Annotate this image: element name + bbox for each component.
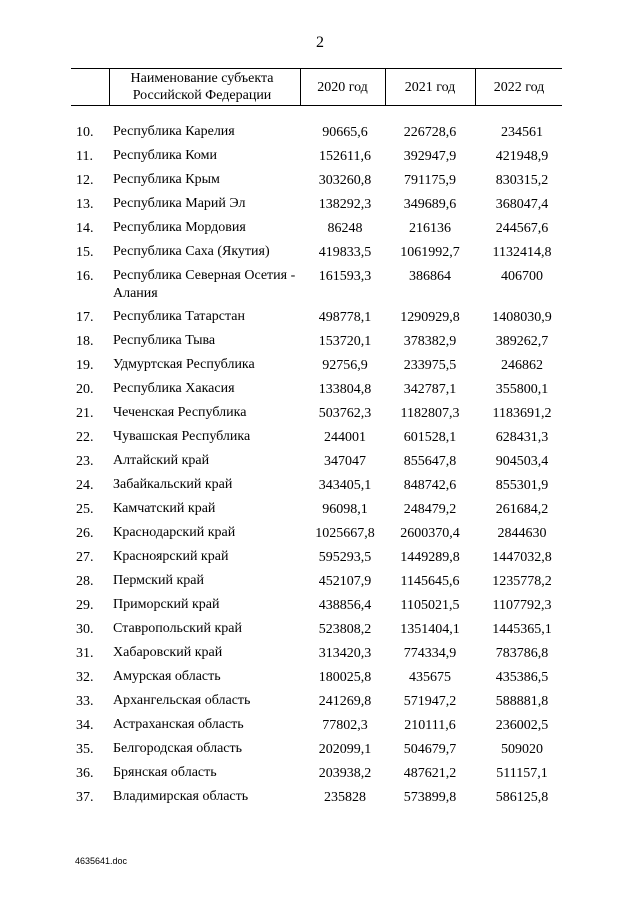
region-name: Удмуртская Республика [113, 357, 255, 372]
table-row [0, 546, 640, 570]
page-number: 2 [316, 34, 324, 51]
value-2021: 216136 [409, 221, 451, 236]
header-name-column: Наименование субъекта Российской Федерации [130, 71, 274, 103]
value-2021: 226728,6 [403, 125, 457, 140]
table-row [0, 786, 640, 810]
value-2022: 855301,9 [495, 478, 549, 493]
value-2020: 86248 [327, 221, 363, 236]
table-row [0, 594, 640, 618]
value-2020: 503762,3 [318, 406, 372, 421]
region-name: Красноярский край [113, 549, 229, 564]
value-2021: 386864 [409, 269, 451, 284]
header-divider [109, 69, 110, 105]
value-2022: 783786,8 [495, 646, 549, 661]
row-number: 34. [76, 718, 94, 733]
value-2021: 1449289,8 [400, 550, 460, 565]
value-2022: 1235778,2 [492, 574, 552, 589]
region-name: Ставропольский край [113, 621, 242, 636]
row-number: 11. [76, 149, 93, 164]
row-number: 26. [76, 526, 94, 541]
value-2022: 1447032,8 [492, 550, 552, 565]
table-row [0, 169, 640, 193]
value-2022: 1445365,1 [492, 622, 552, 637]
value-2022: 628431,3 [495, 430, 549, 445]
value-2021: 1351404,1 [400, 622, 460, 637]
value-2022: 406700 [501, 269, 543, 284]
value-2021: 487621,2 [403, 766, 457, 781]
region-name: Республика Крым [113, 172, 220, 187]
table-row [0, 642, 640, 666]
region-name: Республика Коми [113, 148, 217, 163]
value-2020: 77802,3 [322, 718, 368, 733]
value-2020: 153720,1 [318, 334, 372, 349]
table-row [0, 762, 640, 786]
value-2021: 378382,9 [403, 334, 457, 349]
table-row [0, 402, 640, 426]
region-name: Республика Северная Осетия - Алания [113, 268, 296, 301]
value-2020: 343405,1 [318, 478, 372, 493]
value-2020: 133804,8 [318, 382, 372, 397]
region-name: Астраханская область [113, 717, 244, 732]
row-number: 13. [76, 197, 94, 212]
value-2022: 2844630 [497, 526, 547, 541]
value-2020: 203938,2 [318, 766, 372, 781]
region-name: Чеченская Республика [113, 405, 247, 420]
value-2020: 1025667,8 [315, 526, 375, 541]
table-row [0, 474, 640, 498]
value-2022: 904503,4 [495, 454, 549, 469]
row-number: 23. [76, 454, 94, 469]
value-2021: 342787,1 [403, 382, 457, 397]
value-2022: 244567,6 [495, 221, 549, 236]
value-2021: 1061992,7 [400, 245, 460, 260]
value-2020: 161593,3 [318, 269, 372, 284]
region-name: Краснодарский край [113, 525, 236, 540]
document-filename: 4635641.doc [75, 856, 128, 866]
value-2022: 1408030,9 [492, 310, 552, 325]
value-2020: 96098,1 [322, 502, 368, 517]
row-number: 37. [76, 790, 94, 805]
value-2021: 435675 [409, 670, 451, 685]
table-row [0, 306, 640, 330]
value-2020: 419833,5 [318, 245, 372, 260]
region-name: Республика Тыва [113, 333, 216, 348]
value-2022: 368047,4 [495, 197, 549, 212]
table-row [0, 378, 640, 402]
row-number: 22. [76, 430, 94, 445]
table-row [0, 354, 640, 378]
region-name: Архангельская область [113, 693, 251, 708]
value-2022: 586125,8 [495, 790, 549, 805]
row-number: 20. [76, 382, 94, 397]
table-row [0, 121, 640, 145]
value-2020: 92756,9 [322, 358, 368, 373]
table-row [0, 426, 640, 450]
value-2022: 509020 [501, 742, 543, 757]
value-2020: 244001 [324, 430, 366, 445]
value-2020: 303260,8 [318, 173, 372, 188]
row-number: 29. [76, 598, 94, 613]
region-name: Брянская область [113, 765, 217, 780]
region-name: Республика Мордовия [113, 220, 246, 235]
region-name: Забайкальский край [113, 477, 233, 492]
table-row [0, 330, 640, 354]
table-row [0, 570, 640, 594]
value-2020: 90665,6 [322, 125, 368, 140]
table-row [0, 450, 640, 474]
value-2020: 180025,8 [318, 670, 372, 685]
value-2021: 601528,1 [403, 430, 457, 445]
row-number: 14. [76, 221, 94, 236]
value-2021: 573899,8 [403, 790, 457, 805]
row-number: 30. [76, 622, 94, 637]
table-row [0, 217, 640, 241]
value-2022: 1132414,8 [492, 245, 552, 260]
row-number: 33. [76, 694, 94, 709]
table-row [0, 714, 640, 738]
value-2020: 595293,5 [318, 550, 372, 565]
value-2021: 349689,6 [403, 197, 457, 212]
value-2022: 830315,2 [495, 173, 549, 188]
row-number: 32. [76, 670, 94, 685]
region-name: Камчатский край [113, 501, 216, 516]
value-2021: 2600370,4 [400, 526, 460, 541]
value-2022: 1107792,3 [492, 598, 552, 613]
row-number: 31. [76, 646, 94, 661]
value-2022: 389262,7 [495, 334, 549, 349]
value-2020: 202099,1 [318, 742, 372, 757]
row-number: 10. [76, 125, 94, 140]
value-2020: 138292,3 [318, 197, 372, 212]
value-2022: 511157,1 [496, 766, 548, 781]
region-name: Чувашская Республика [113, 429, 251, 444]
region-name: Хабаровский край [113, 645, 223, 660]
table-row [0, 690, 640, 714]
value-2021: 774334,9 [403, 646, 457, 661]
region-name: Амурская область [113, 669, 221, 684]
value-2020: 347047 [324, 454, 366, 469]
row-number: 19. [76, 358, 94, 373]
region-name: Республика Саха (Якутия) [113, 244, 270, 259]
table-row [0, 265, 640, 306]
row-number: 15. [76, 245, 94, 260]
value-2022: 234561 [501, 125, 543, 140]
value-2020: 523808,2 [318, 622, 372, 637]
value-2020: 152611,6 [319, 149, 371, 164]
value-2021: 210111,6 [404, 718, 456, 733]
value-2021: 504679,7 [403, 742, 457, 757]
value-2022: 1183691,2 [492, 406, 552, 421]
region-name: Республика Марий Эл [113, 196, 246, 211]
table-row [0, 666, 640, 690]
row-number: 17. [76, 310, 94, 325]
value-2021: 855647,8 [403, 454, 457, 469]
row-number: 27. [76, 550, 94, 565]
value-2022: 421948,9 [495, 149, 549, 164]
table-row [0, 193, 640, 217]
table-row [0, 498, 640, 522]
value-2022: 236002,5 [495, 718, 549, 733]
value-2020: 452107,9 [318, 574, 372, 589]
region-name: Пермский край [113, 573, 204, 588]
region-name: Белгородская область [113, 741, 243, 756]
value-2021: 1105021,5 [400, 598, 460, 613]
row-number: 36. [76, 766, 94, 781]
row-number: 16. [76, 269, 94, 284]
value-2022: 588881,8 [495, 694, 549, 709]
value-2021: 848742,6 [403, 478, 457, 493]
table-row [0, 738, 640, 762]
value-2021: 248479,2 [403, 502, 457, 517]
row-number: 12. [76, 173, 94, 188]
value-2022: 261684,2 [495, 502, 549, 517]
region-name: Республика Хакасия [113, 381, 235, 396]
row-number: 24. [76, 478, 94, 493]
header-2020-column: 2020 год [317, 79, 368, 95]
value-2021: 791175,9 [404, 173, 456, 188]
value-2022: 435386,5 [495, 670, 549, 685]
region-name: Республика Карелия [113, 124, 235, 139]
table-row [0, 618, 640, 642]
value-2020: 438856,4 [318, 598, 372, 613]
row-number: 28. [76, 574, 94, 589]
region-name: Владимирская область [113, 789, 249, 804]
value-2021: 233975,5 [403, 358, 457, 373]
value-2020: 241269,8 [318, 694, 372, 709]
region-name: Алтайский край [113, 453, 210, 468]
table-body [0, 121, 640, 810]
row-number: 21. [76, 406, 94, 421]
table-header [71, 68, 562, 106]
row-number: 18. [76, 334, 94, 349]
region-name: Приморский край [113, 597, 220, 612]
value-2022: 355800,1 [495, 382, 549, 397]
region-name: Республика Татарстан [113, 309, 246, 324]
header-2021-column: 2021 год [404, 79, 456, 95]
value-2021: 1290929,8 [400, 310, 460, 325]
value-2021: 1182807,3 [400, 406, 460, 421]
value-2021: 571947,2 [403, 694, 457, 709]
value-2020: 235828 [324, 790, 366, 805]
value-2021: 1145645,6 [400, 574, 460, 589]
table-row [0, 145, 640, 169]
value-2022: 246862 [501, 358, 543, 373]
value-2021: 392947,9 [403, 149, 457, 164]
row-number: 25. [76, 502, 94, 517]
row-number: 35. [76, 742, 94, 757]
table-row [0, 241, 640, 265]
value-2020: 498778,1 [318, 310, 372, 325]
header-2022-column: 2022 год [493, 79, 545, 95]
table-row [0, 522, 640, 546]
value-2020: 313420,3 [318, 646, 372, 661]
